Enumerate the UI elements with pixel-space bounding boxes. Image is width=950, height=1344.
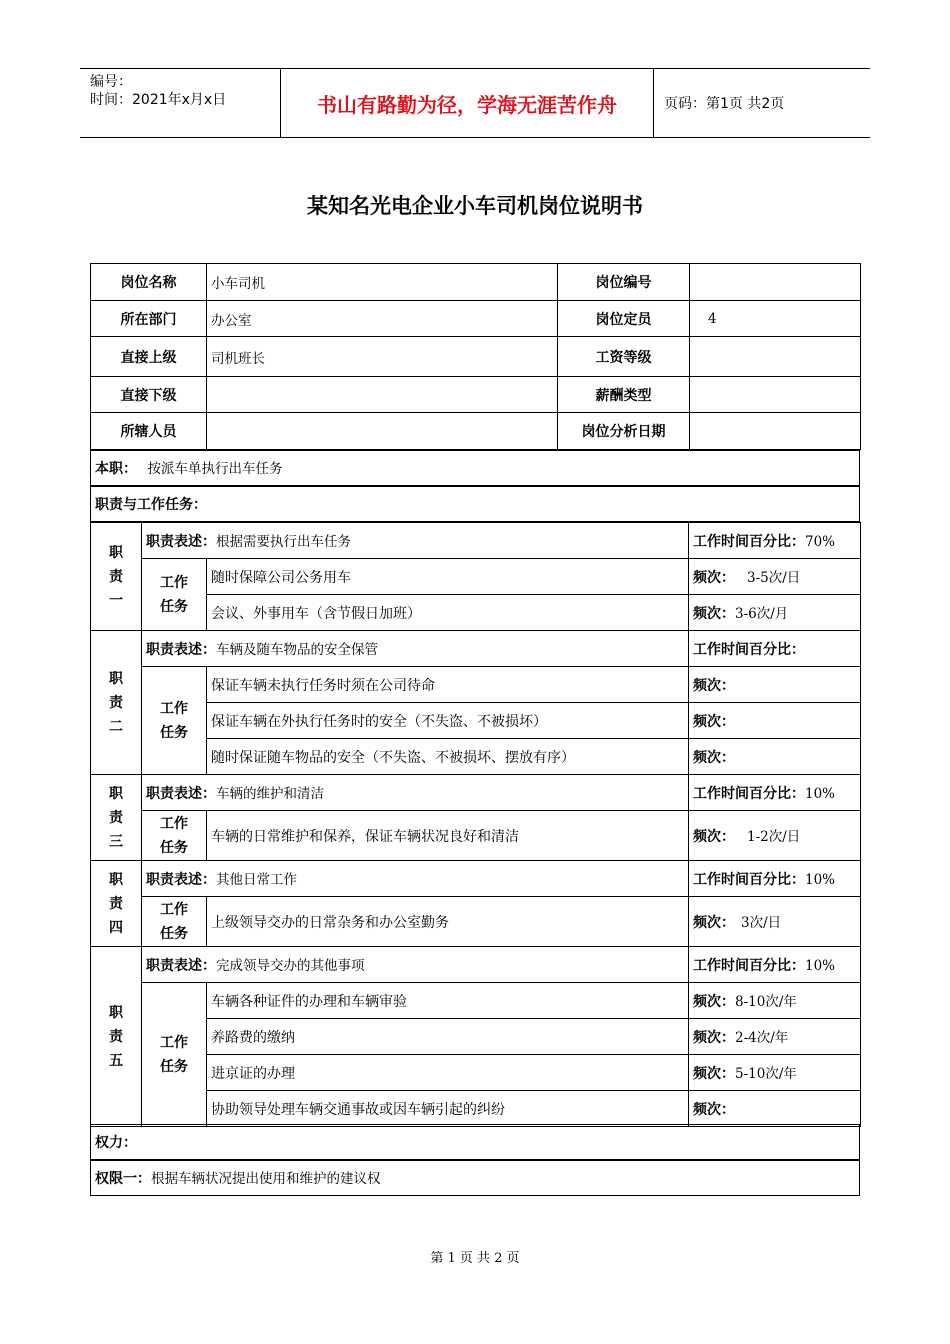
- basic-duty-row: [90, 450, 860, 486]
- duties-heading: 职责与工作任务：: [95, 497, 207, 513]
- duty-2-number: 职 责 二: [91, 631, 142, 775]
- duty-1-desc-row: [91, 523, 861, 559]
- authority-1-row: [90, 1160, 860, 1196]
- value-direct-superior: 司机班长: [207, 337, 558, 377]
- duty-2-task-3-freq: 频次：: [689, 739, 861, 775]
- value-subordinates: [207, 413, 558, 450]
- duty-3-task-label: 工作 任务: [142, 811, 207, 861]
- duty-2-task-3-row: [91, 739, 861, 775]
- duty-4-task-1-freq: 频次： 3次/日: [689, 897, 861, 947]
- duty-2-task-1: 保证车辆未执行任务时须在公司待命: [207, 667, 689, 703]
- label-direct-superior: 直接上级: [91, 337, 207, 377]
- duty-4-task-label: 工作 任务: [142, 897, 207, 947]
- duty-5-task-label: 工作 任务: [142, 983, 207, 1127]
- duty-5-task-1: 车辆各种证件的办理和车辆审验: [207, 983, 689, 1019]
- basic-duty-label: 本职：: [95, 461, 137, 477]
- duty-3-task-1: 车辆的日常维护和保养，保证车辆状况良好和清洁: [207, 811, 689, 861]
- duty-1-task-label: 工作 任务: [142, 559, 207, 631]
- page-header: [80, 68, 870, 138]
- position-info-table: [90, 263, 861, 450]
- authority-1-label: 权限一：: [95, 1171, 151, 1187]
- duty-5-number: 职 责 五: [91, 947, 142, 1127]
- duty-5-task-2-row: [91, 1019, 861, 1055]
- duty-5-task-1-row: [91, 983, 861, 1019]
- duty-3-task-1-row: [91, 811, 861, 861]
- header-meta: [80, 69, 281, 137]
- value-department: 办公室: [207, 301, 558, 337]
- duty-3-number: 职 责 三: [91, 775, 142, 861]
- value-salary-grade: [690, 337, 861, 377]
- duty-5-task-4-freq: 频次：: [689, 1091, 861, 1127]
- label-department: 所在部门: [91, 301, 207, 337]
- duty-2-task-3: 随时保证随车物品的安全（不失盗、不被损坏、摆放有序）: [207, 739, 689, 775]
- value-position-code: [690, 264, 861, 301]
- duty-5-task-3-row: [91, 1055, 861, 1091]
- duty-2-task-1-row: [91, 667, 861, 703]
- duty-1-task-2-row: [91, 595, 861, 631]
- label-position-name: 岗位名称: [91, 264, 207, 301]
- doc-number: 编号：: [90, 74, 132, 90]
- duty-2-task-label: 工作 任务: [142, 667, 207, 775]
- duty-3-description: 职责表述：车辆的维护和清洁: [142, 775, 689, 811]
- duty-5-time-pct: 工作时间百分比：10%: [689, 947, 861, 983]
- value-analysis-date: [690, 413, 861, 450]
- label-pay-type: 薪酬类型: [558, 377, 690, 413]
- duty-1-task-2: 会议、外事用车（含节假日加班）: [207, 595, 689, 631]
- header-page-number: 页码：第1页 共2页: [664, 96, 785, 112]
- value-direct-subordinate: [207, 377, 558, 413]
- label-analysis-date: 岗位分析日期: [558, 413, 690, 450]
- duty-5-task-2: 养路费的缴纳: [207, 1019, 689, 1055]
- duty-1-time-pct: 工作时间百分比：70%: [689, 523, 861, 559]
- doc-date: 时间：2021年x月x日: [90, 92, 227, 108]
- duty-2-time-pct: 工作时间百分比：: [689, 631, 861, 667]
- duties-heading-row: [90, 486, 860, 522]
- duty-2-task-2: 保证车辆在外执行任务时的安全（不失盗、不被损坏）: [207, 703, 689, 739]
- duty-5-task-1-freq: 频次：8-10次/年: [689, 983, 861, 1019]
- label-headcount: 岗位定员: [558, 301, 690, 337]
- duty-4-description: 职责表述：其他日常工作: [142, 861, 689, 897]
- document-title: 某知名光电企业小车司机岗位说明书: [307, 194, 643, 218]
- duty-5-description: 职责表述：完成领导交办的其他事项: [142, 947, 689, 983]
- value-headcount: 4: [690, 301, 861, 337]
- label-salary-grade: 工资等级: [558, 337, 690, 377]
- duty-1-task-1-freq: 频次： 3-5次/日: [689, 559, 861, 595]
- duty-5-task-2-freq: 频次：2-4次/年: [689, 1019, 861, 1055]
- label-direct-subordinate: 直接下级: [91, 377, 207, 413]
- duty-2-task-2-freq: 频次：: [689, 703, 861, 739]
- duty-2-task-2-row: [91, 703, 861, 739]
- duty-1-description: 职责表述：根据需要执行出车任务: [142, 523, 689, 559]
- header-motto: 书山有路勤为径，学海无涯苦作舟: [281, 69, 654, 137]
- duty-1-task-1-row: [91, 559, 861, 595]
- duty-4-task-1: 上级领导交办的日常杂务和办公室勤务: [207, 897, 689, 947]
- duty-5-task-4-row: [91, 1091, 861, 1127]
- duty-5-task-4: 协助领导处理车辆交通事故或因车辆引起的纠纷: [207, 1091, 689, 1127]
- duty-2-task-1-freq: 频次：: [689, 667, 861, 703]
- duty-1-task-2-freq: 频次：3-6次/月: [689, 595, 861, 631]
- duty-1-task-1: 随时保障公司公务用车: [207, 559, 689, 595]
- basic-duty-value: 按派车单执行出车任务: [147, 461, 283, 477]
- value-position-name: 小车司机: [207, 264, 558, 301]
- duty-5-task-3-freq: 频次：5-10次/年: [689, 1055, 861, 1091]
- duty-2-description: 职责表述：车辆及随车物品的安全保管: [142, 631, 689, 667]
- authority-1-value: 根据车辆状况提出使用和维护的建议权: [151, 1171, 381, 1187]
- duty-5-desc-row: [91, 947, 861, 983]
- label-position-code: 岗位编号: [558, 264, 690, 301]
- page-footer: 第 1 页 共 2 页: [430, 1251, 520, 1266]
- duty-2-desc-row: [91, 631, 861, 667]
- label-subordinates: 所辖人员: [91, 413, 207, 450]
- duty-3-time-pct: 工作时间百分比：10%: [689, 775, 861, 811]
- duty-3-task-1-freq: 频次： 1-2次/日: [689, 811, 861, 861]
- duty-5-task-3: 进京证的办理: [207, 1055, 689, 1091]
- power-row: [90, 1124, 860, 1160]
- duty-4-task-1-row: [91, 897, 861, 947]
- power-label: 权力：: [95, 1135, 137, 1151]
- value-pay-type: [690, 377, 861, 413]
- duty-4-time-pct: 工作时间百分比：10%: [689, 861, 861, 897]
- duty-4-number: 职 责 四: [91, 861, 142, 947]
- duty-1-number: 职 责 一: [91, 523, 142, 631]
- duties-table: [90, 522, 861, 1127]
- duty-4-desc-row: [91, 861, 861, 897]
- duty-3-desc-row: [91, 775, 861, 811]
